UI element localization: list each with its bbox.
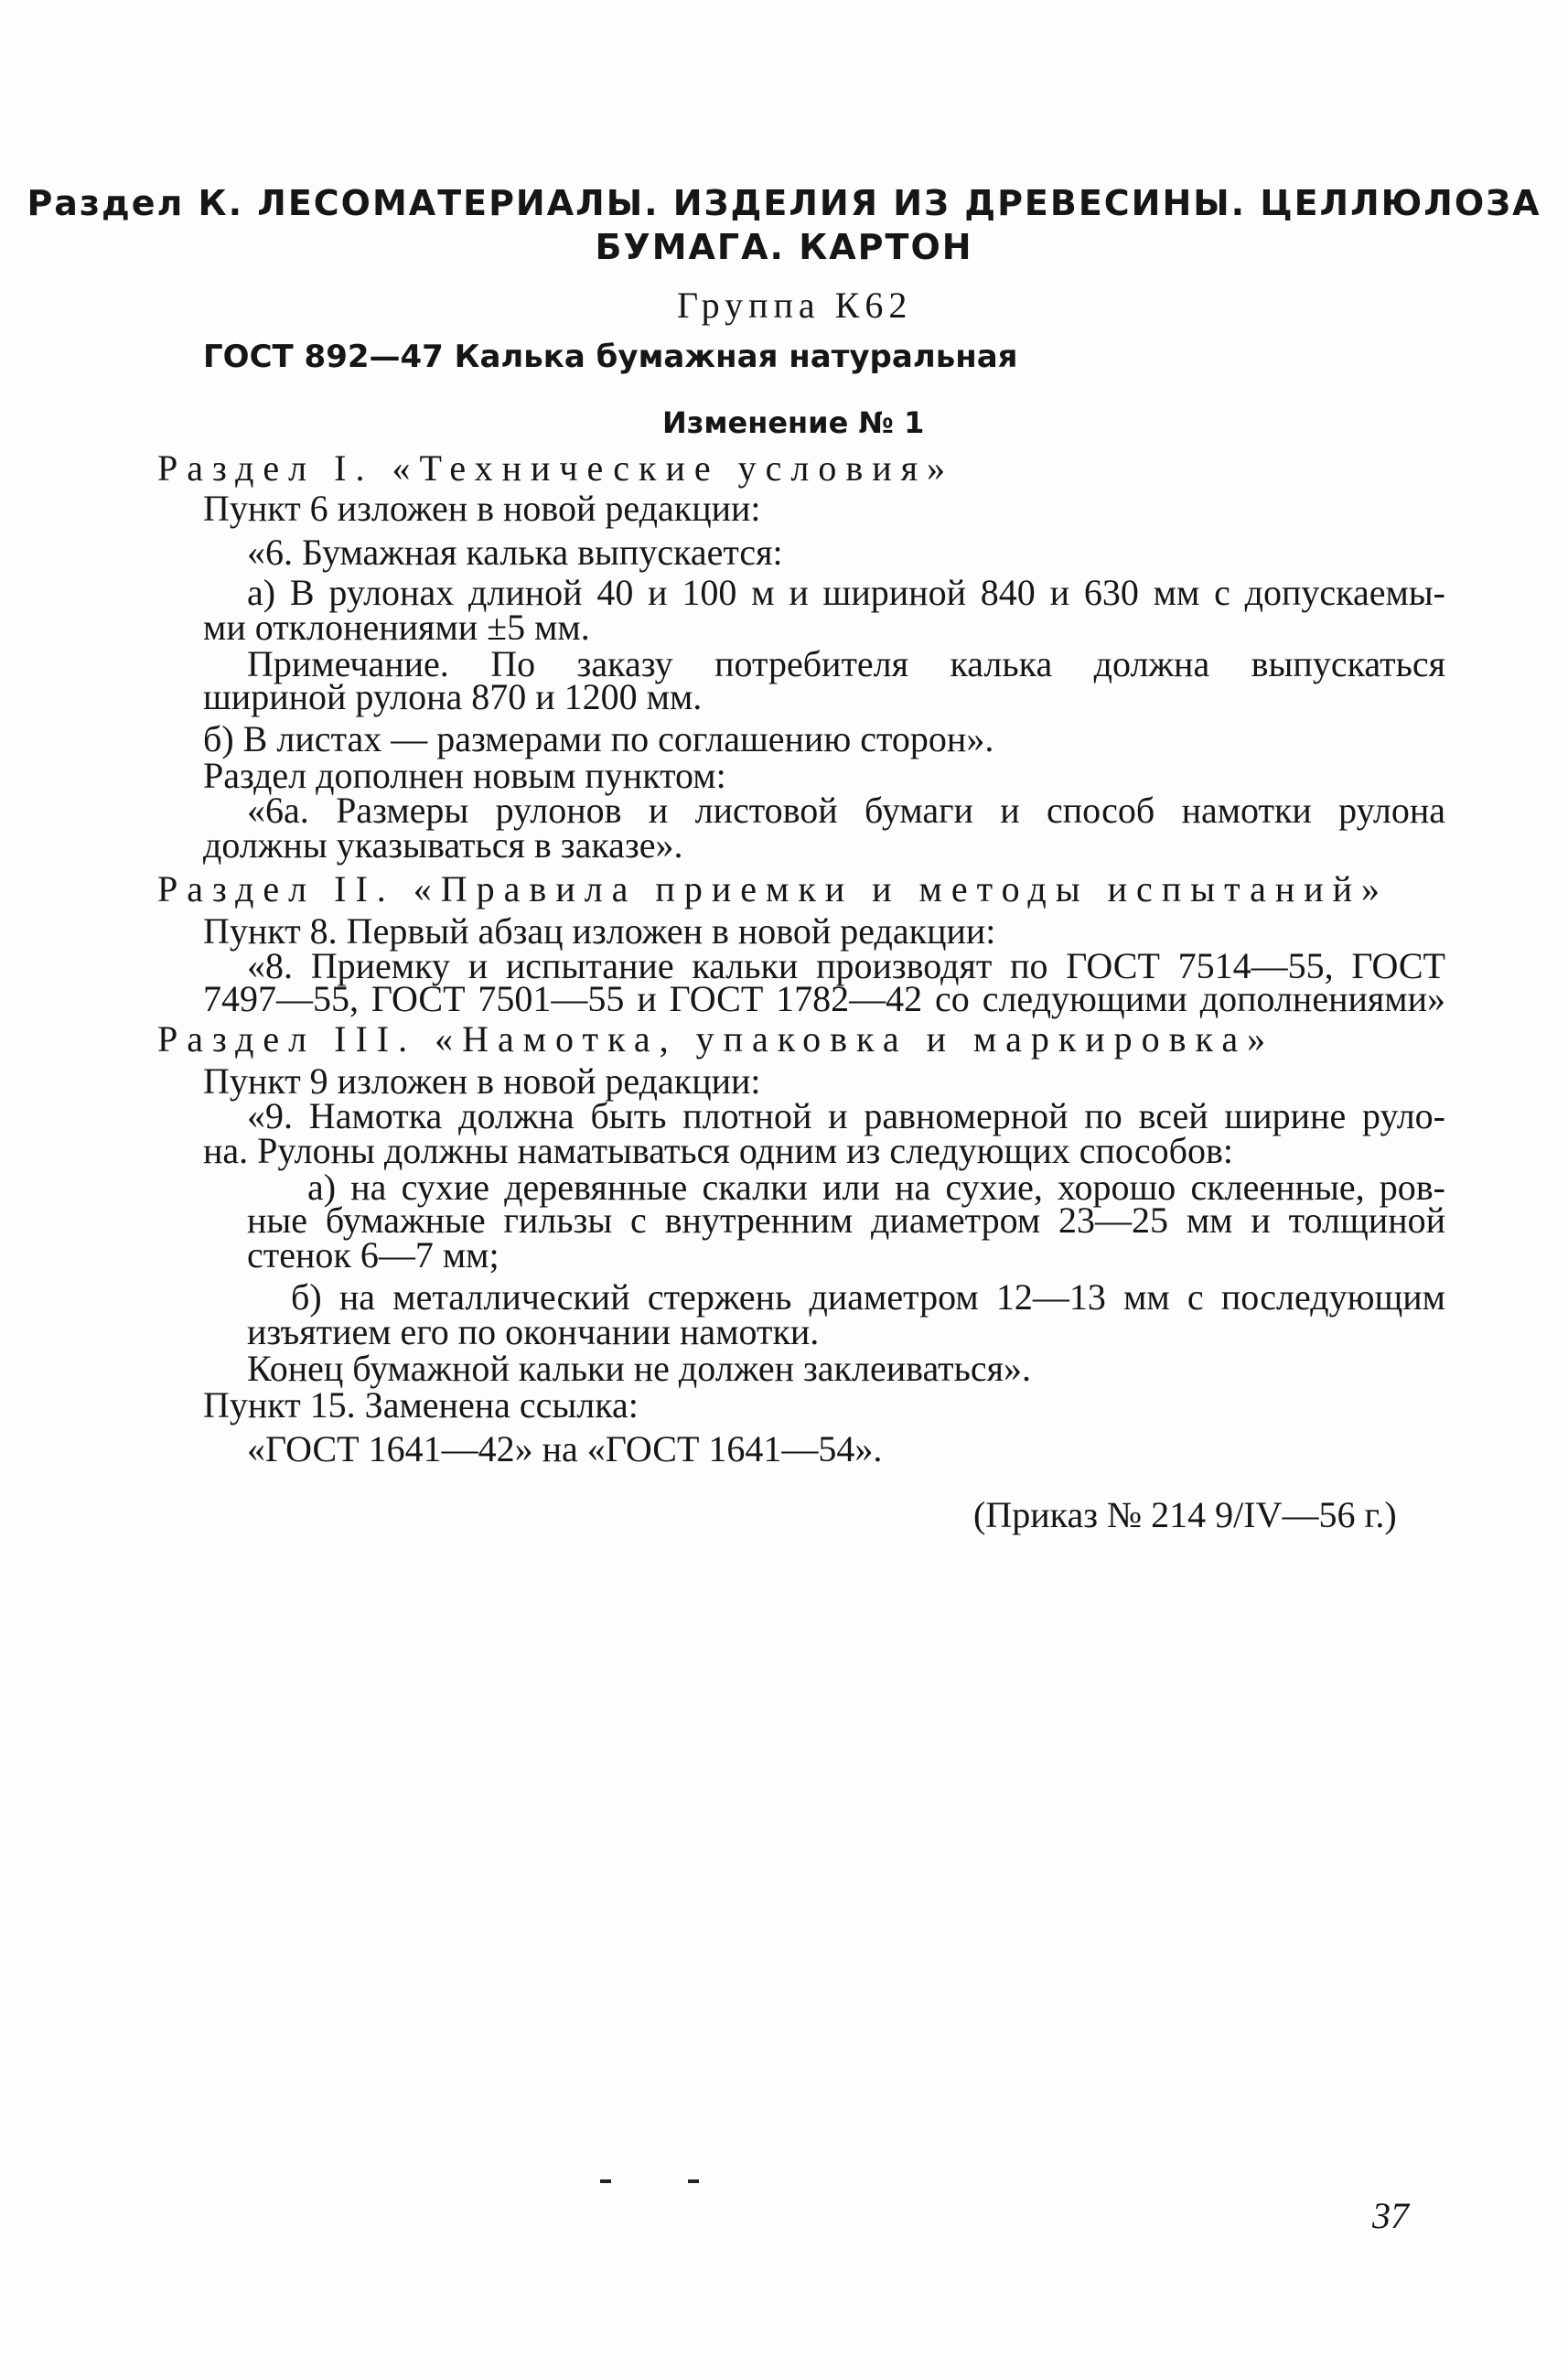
- text-line: б) В листах — размерами по соглашению сторон».: [203, 718, 994, 759]
- page-number: 37: [1372, 2195, 1409, 2236]
- text-line: «ГОСТ 1641—42» на «ГОСТ 1641—54».: [247, 1428, 883, 1469]
- text-line: ми отклонениями ±5 мм.: [203, 607, 590, 648]
- change-number: Изменение № 1: [662, 405, 925, 440]
- text-line: ные бумажные гильзы с внутренним диаметром 23—25 мм и толщиной: [247, 1200, 1445, 1241]
- text-line: Раздел дополнен новым пунктом:: [203, 755, 726, 796]
- order-reference: (Приказ № 214 9/IV—56 г.): [973, 1494, 1397, 1535]
- text-line: должны указываться в заказе».: [203, 824, 683, 866]
- text-line: Пункт 6 изложен в новой редакции:: [203, 488, 761, 529]
- note-line: Примечание. По заказу потребителя калька должна выпускаться: [247, 643, 1445, 684]
- text-line: на. Рулоны должны наматываться одним из следующих способов:: [203, 1130, 1233, 1171]
- text-line: а) на сухие деревянные скалки или на сухие, хорошо склеенные, ров-: [307, 1167, 1445, 1208]
- divider-mark: [600, 2179, 611, 2183]
- section-3-heading: Раздел III. «Намотка, упаковка и маркировка»: [157, 1018, 1275, 1060]
- text-line: 7497—55, ГОСТ 7501—55 и ГОСТ 1782—42 со следующими дополнениями»: [203, 978, 1445, 1019]
- section-header-line2: БУМАГА. КАРТОН: [595, 227, 973, 267]
- group-code: Группа К62: [677, 285, 913, 326]
- text-line: стенок 6—7 мм;: [247, 1234, 499, 1275]
- section-1-heading: Раздел I. «Технические условия»: [157, 447, 955, 489]
- divider-mark: [688, 2179, 699, 2183]
- text-line: изъятием его по окончании намотки.: [247, 1311, 820, 1352]
- text-line: «8. Приемку и испытание кальки производят по ГОСТ 7514—55, ГОСТ: [247, 945, 1445, 986]
- section-header-line1: Раздел К. ЛЕСОМАТЕРИАЛЫ. ИЗДЕЛИЯ ИЗ ДРЕВЕСИНЫ. ЦЕЛЛЮЛОЗА: [27, 183, 1541, 223]
- text-line: «6. Бумажная калька выпускается:: [247, 532, 783, 573]
- text-line: Пункт 9 изложен в новой редакции:: [203, 1060, 761, 1102]
- text-line: «6а. Размеры рулонов и листовой бумаги и способ намотки рулона: [247, 790, 1445, 831]
- text-line: Конец бумажной кальки не должен заклеиваться».: [247, 1348, 1032, 1389]
- text-line: шириной рулона 870 и 1200 мм.: [203, 676, 703, 717]
- text-line: Пункт 8. Первый абзац изложен в новой редакции:: [203, 910, 996, 952]
- text-line: б) на металлический стержень диаметром 12—13 мм с последующим: [291, 1276, 1445, 1318]
- text-line: Пункт 15. Заменена ссылка:: [203, 1384, 639, 1426]
- section-2-heading: Раздел II. «Правила приемки и методы испытаний»: [157, 868, 1390, 909]
- text-line: «9. Намотка должна быть плотной и равномерной по всей ширине руло-: [247, 1095, 1445, 1136]
- gost-title: ГОСТ 892—47 Калька бумажная натуральная: [203, 339, 1018, 375]
- text-line: а) В рулонах длиной 40 и 100 м и шириной 840 и 630 мм с допускаемы-: [247, 572, 1445, 613]
